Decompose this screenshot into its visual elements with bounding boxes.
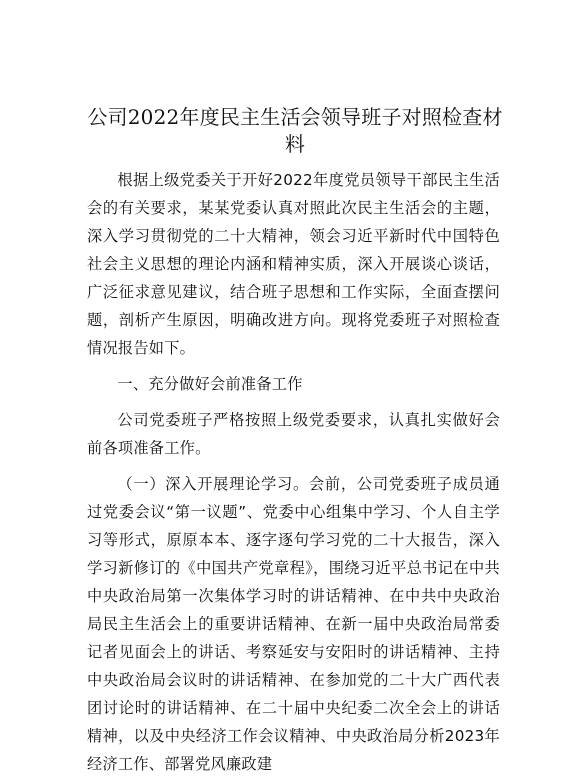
document-body xyxy=(87,166,500,778)
intro-paragraph: 根据上级党委关于开好2022年度党员领导干部民主生活会的有关要求，某某党委认真对照此次民主生活会的主题，深入学习贯彻党的二十大精神，领会习近平新时代中国特色社会主义思想的理论内涵和精神实质，深入开展谈心谈话，广泛征求意见建议，结合班子思想和工作实际，全面查摆问题，剖析产生原因，明确改进方向。现将党委班子对照检查情况报告如下。 xyxy=(87,171,500,357)
section-heading: 一、充分做好会前准备工作 xyxy=(117,375,303,393)
title-line-2: 料 xyxy=(284,132,306,156)
section-paragraph: 公司党委班子严格按照上级党委要求，认真扎实做好会前各项准备工作。 xyxy=(87,411,500,457)
title-line-1: 公司2022年度民主生活会领导班子对照检查材 xyxy=(87,105,503,129)
subsection-paragraph: （一）深入开展理论学习。会前，公司党委班子成员通过党委会议“第一议题”、党委中心组集中学习、个人自主学习等形式，原原本本、逐字逐句学习党的二十大报告，深入学习新修订的《中国共产党章程》，围绕习近平总书记在中共中央政治局第一次集体学习时的讲话精神、在中共中央政治局民主生活会上的重要讲话精神、在新一届中央政治局常委记者见面会上的讲话、考察延安与安阳时的讲话精神、主持中央政治局会议时的讲话精神、在参加党的二十大广西代表团讨论时的讲话精神、在二十届中央纪委二次全会上的讲话精神，以及中央经济工作会议精神、中央政治局分析2023年经济工作、部署党风廉政建 xyxy=(87,475,500,773)
document-title xyxy=(80,104,510,158)
